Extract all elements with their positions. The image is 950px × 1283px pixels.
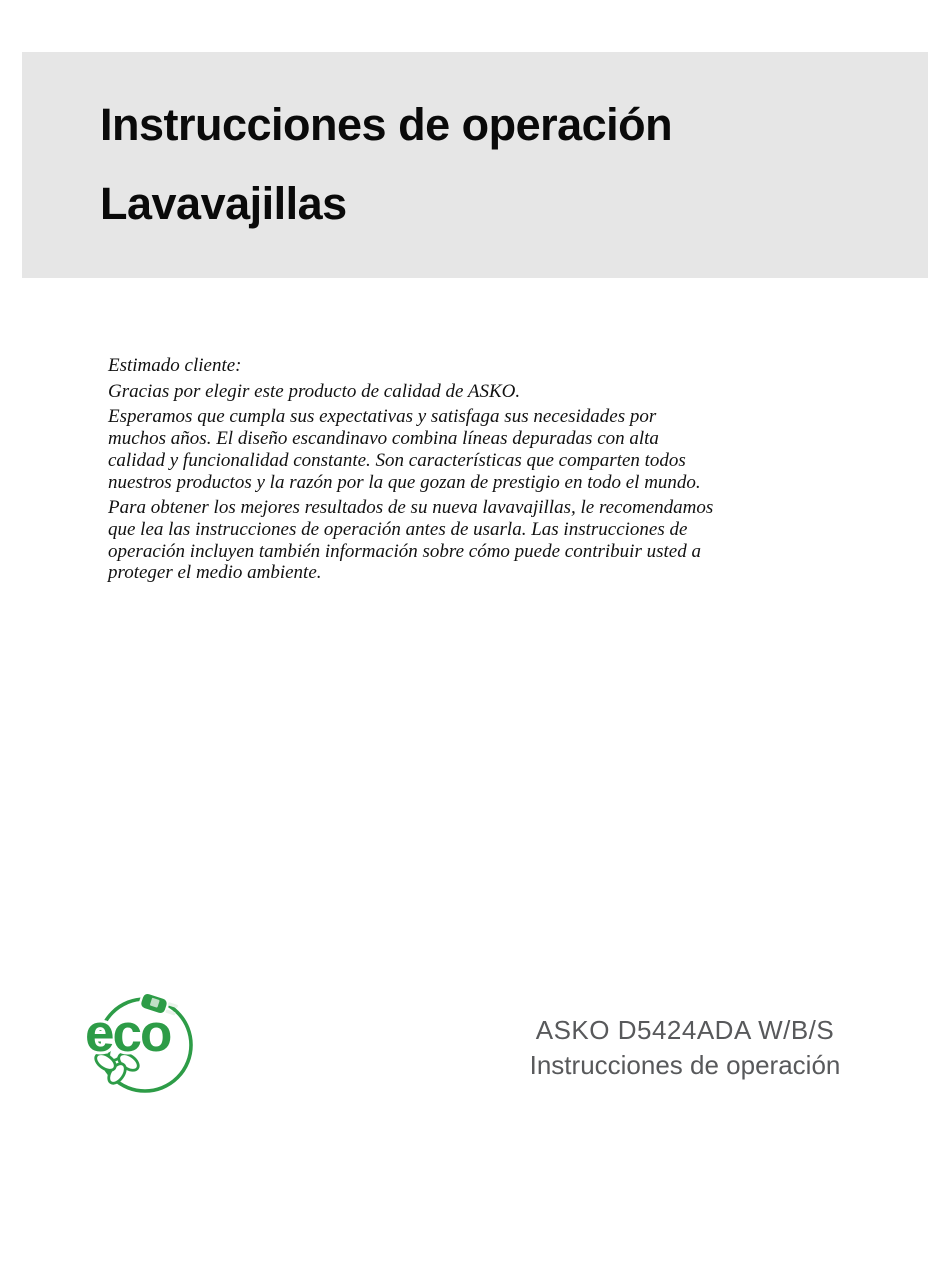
eco-logo-label: eco	[85, 1004, 171, 1063]
letter-paragraph: Esperamos que cumpla sus expectativas y satisfaga sus necesidades por muchos años. El diseño escandinavo combina líneas depuradas con alta calidad y funcionalidad constante. Son características que comparten todos nuestros productos y la razón por la que gozan de prestigio en todo el mundo.	[108, 406, 701, 493]
page-subtitle: Lavavajillas	[100, 178, 347, 229]
customer-letter	[108, 355, 716, 588]
eco-logo-icon	[84, 991, 199, 1095]
page-title: Instrucciones de operación	[100, 99, 673, 150]
product-identification	[435, 1013, 935, 1083]
letter-paragraph: Para obtener los mejores resultados de su nueva lavavajillas, le recomendamos que lea las instrucciones de operación antes de usarla. Las instrucciones de operación incluyen también información sobre cómo puede contribuir usted a proteger el medio ambiente.	[108, 497, 714, 584]
title-banner	[22, 52, 928, 278]
letter-paragraph: Gracias por elegir este producto de calidad de ASKO.	[108, 380, 521, 402]
document-title: Instrucciones de operación	[529, 1050, 841, 1080]
letter-salutation: Estimado cliente:	[108, 355, 242, 376]
model-number: ASKO D5424ADA W/B/S	[535, 1015, 835, 1045]
